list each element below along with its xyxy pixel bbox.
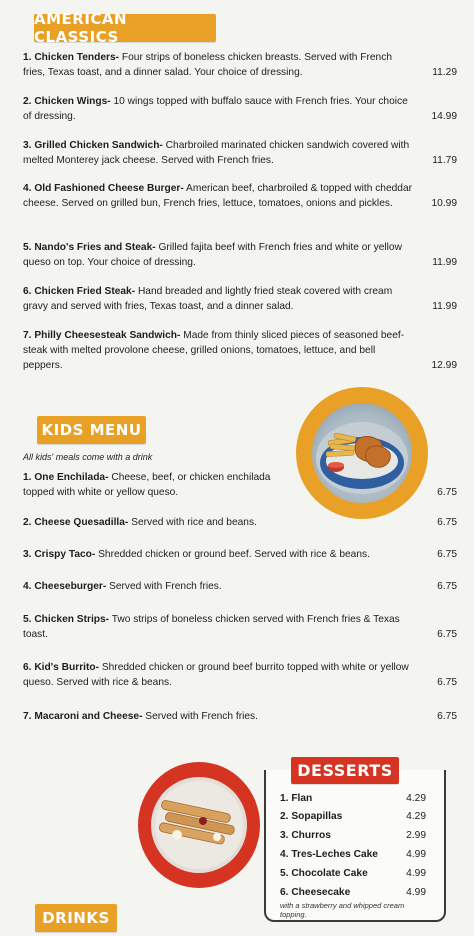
- item-price: 4.99: [406, 887, 426, 898]
- dessert-item: 5. Chocolate Cake 4.99: [280, 868, 426, 879]
- item-price: 4.29: [406, 793, 426, 804]
- item-price: 2.99: [406, 830, 426, 841]
- drinks-title: DRINKS: [42, 909, 110, 927]
- dessert-item: 6. Cheesecake 4.99: [280, 887, 426, 898]
- american-classics-title: AMERICAN CLASSICS: [34, 10, 128, 46]
- american-classics-banner: [34, 10, 216, 46]
- desserts-banner: [291, 757, 399, 784]
- item-price: 4.99: [406, 849, 426, 860]
- desserts-title: DESSERTS: [297, 761, 393, 780]
- desserts-box: [264, 770, 446, 922]
- menu-item: 7. Philly Cheesesteak Sandwich- Made from thinly sliced pieces of seasoned beef-steak with melted provolone cheese, grilled onions, tomatoes, lettuce, and bell peppers. 12.99: [23, 330, 457, 371]
- item-price: 4.99: [406, 868, 426, 879]
- kids-menu-title: KIDS MENU: [41, 421, 142, 439]
- item-price: 11.99: [432, 301, 457, 312]
- menu-item: 4. Cheeseburger- Served with French fries. 6.75: [23, 581, 457, 592]
- menu-item: 5. Nando's Fries and Steak- Grilled fajita beef with French fries and white or yellow queso on top. Your choice of dressing. 11.99: [23, 242, 457, 268]
- menu-item: 4. Old Fashioned Cheese Burger- American beef, charbroiled & topped with cheddar cheese. Served on grilled bun, French fries, lettuce, tomatoes, onions and pickles. 10.99: [23, 183, 457, 209]
- item-price: 6.75: [437, 487, 457, 498]
- drinks-banner: [35, 904, 117, 932]
- item-price: 11.99: [432, 257, 457, 268]
- cheesecake-note: with a strawberry and whipped cream topping.: [280, 901, 405, 919]
- item-price: 11.79: [432, 155, 457, 166]
- dessert-item: 2. Sopapillas 4.29: [280, 811, 426, 822]
- item-price: 6.75: [437, 677, 457, 688]
- item-price: 10.99: [431, 198, 457, 209]
- dessert-item: 1. Flan 4.29: [280, 793, 426, 804]
- menu-item: 6. Chicken Fried Steak- Hand breaded and lightly fried steak covered with cream gravy and served with fries, Texas toast, and a dinner salad. 11.99: [23, 286, 457, 312]
- menu-item: 1. One Enchilada- Cheese, beef, or chicken enchilada topped with white or yellow queso. 6.75: [23, 472, 457, 498]
- kids-menu-banner: [37, 416, 146, 444]
- menu-item: 1. Chicken Tenders- Four strips of boneless chicken breasts. Served with French fries, Texas toast, and a dinner salad. Your choice of dressing. 11.29: [23, 52, 457, 78]
- item-price: 4.29: [406, 811, 426, 822]
- dessert-plate-photo: [138, 762, 260, 888]
- menu-item: 6. Kid's Burrito- Shredded chicken or ground beef burrito topped with white or yellow queso. Served with rice & beans. 6.75: [23, 662, 457, 688]
- menu-item: 5. Chicken Strips- Two strips of boneless chicken served with French fries & Texas toast. 6.75: [23, 614, 457, 640]
- menu-item: 3. Grilled Chicken Sandwich- Charbroiled marinated chicken sandwich covered with melted Monterey jack cheese. Served with French fries. 11.79: [23, 140, 457, 166]
- churros-plate-image: [151, 777, 247, 873]
- item-price: 6.75: [437, 711, 457, 722]
- kids-menu-note: All kids' meals come with a drink: [23, 452, 153, 462]
- dessert-item: 3. Churros 2.99: [280, 830, 426, 841]
- menu-item: 2. Chicken Wings- 10 wings topped with buffalo sauce with French fries. Your choice of dressing. 14.99: [23, 96, 457, 122]
- item-price: 14.99: [431, 111, 457, 122]
- menu-item: 3. Crispy Taco- Shredded chicken or ground beef. Served with rice & beans. 6.75: [23, 549, 457, 560]
- item-price: 11.29: [432, 67, 457, 78]
- menu-item: 2. Cheese Quesadilla- Served with rice and beans. 6.75: [23, 517, 457, 528]
- dessert-item: 4. Tres-Leches Cake 4.99: [280, 849, 426, 860]
- item-price: 6.75: [437, 629, 457, 640]
- item-price: 6.75: [437, 549, 457, 560]
- menu-item: 7. Macaroni and Cheese- Served with French fries. 6.75: [23, 711, 457, 722]
- item-price: 12.99: [431, 360, 457, 371]
- item-price: 6.75: [437, 581, 457, 592]
- item-price: 6.75: [437, 517, 457, 528]
